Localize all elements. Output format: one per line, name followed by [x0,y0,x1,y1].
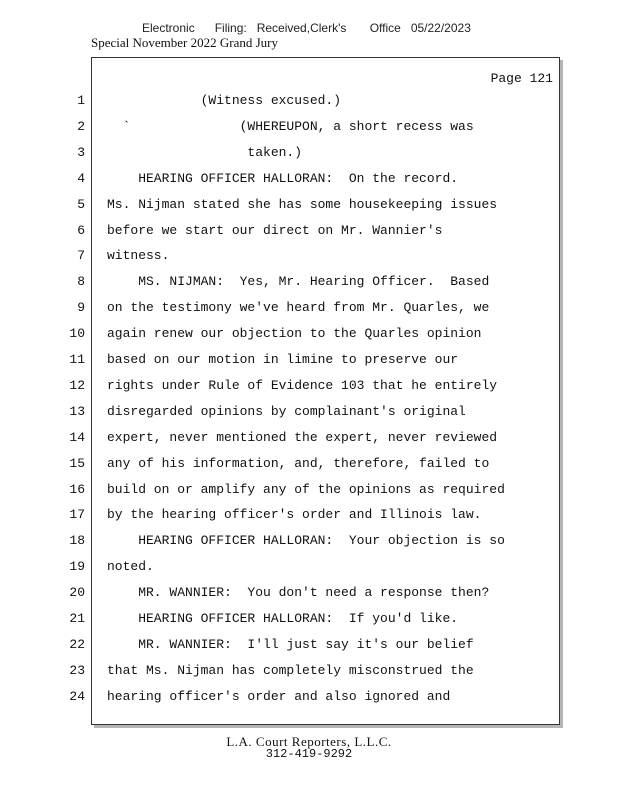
line-number: 7 [77,248,85,263]
line-number: 11 [69,352,85,367]
footer-company-name: L.A. Court Reporters, L.L.C. [226,734,392,749]
transcript-line: noted. [107,559,154,574]
line-number: 23 [69,663,85,678]
line-number: 22 [69,637,85,652]
transcript-line: MR. WANNIER: I'll just say it's our belief [107,637,474,652]
transcript-line: (Witness excused.) [107,93,342,108]
footer-phone-number: 312-419-9292 [265,747,353,761]
transcript-line: disregarded opinions by complainant's original [107,404,466,419]
line-number: 4 [77,171,85,186]
line-number: 13 [69,404,85,419]
transcript-line: that Ms. Nijman has completely misconstrued the [107,663,474,678]
line-number: 16 [69,482,85,497]
filing-stamp: Electronic Filing: Received,Clerk's Office 05/22/2023 [142,21,471,35]
transcript-line: again renew our objection to the Quarles opinion [107,326,482,341]
line-number: 2 [77,119,85,134]
line-number: 14 [69,430,85,445]
line-number: 10 [69,326,85,341]
transcript-line: Ms. Nijman stated she has some housekeeping issues [107,197,498,212]
transcript-line: ` (WHEREUPON, a short recess was [107,119,474,134]
line-number: 21 [69,611,85,626]
transcript-line: based on our motion in limine to preserve our [107,352,459,367]
transcript-line: build on or amplify any of the opinions as required [107,482,505,497]
transcript-line: witness. [107,248,170,263]
line-number: 6 [77,223,85,238]
transcript-line: HEARING OFFICER HALLORAN: If you'd like. [107,611,459,626]
line-number: 5 [77,197,85,212]
line-number: 15 [69,456,85,471]
transcript-line: MS. NIJMAN: Yes, Mr. Hearing Officer. Based [107,274,490,289]
transcript-line: before we start our direct on Mr. Wannier's [107,223,443,238]
transcript-line: by the hearing officer's order and Illinois law. [107,507,482,522]
transcript-line: any of his information, and, therefore, failed to [107,456,490,471]
transcript-line: on the testimony we've heard from Mr. Quarles, we [107,300,490,315]
line-number: 18 [69,533,85,548]
line-number: 8 [77,274,85,289]
line-number: 3 [77,145,85,160]
transcript-line: hearing officer's order and also ignored and [107,689,451,704]
line-number: 24 [69,689,85,704]
transcript-line: taken.) [107,145,303,160]
line-number: 19 [69,559,85,574]
line-number: 9 [77,300,85,315]
transcript-line: expert, never mentioned the expert, never reviewed [107,430,498,445]
line-number: 17 [69,507,85,522]
transcript-line: HEARING OFFICER HALLORAN: On the record. [107,171,459,186]
line-number: 12 [69,378,85,393]
transcript-line: HEARING OFFICER HALLORAN: Your objection is so [107,533,505,548]
document-header-title: Special November 2022 Grand Jury [91,35,279,50]
transcript-line: rights under Rule of Evidence 103 that he entirely [107,378,498,393]
page-number: Page 121 [490,71,553,86]
line-number: 1 [77,93,85,108]
transcript-line: MR. WANNIER: You don't need a response then? [107,585,490,600]
line-number: 20 [69,585,85,600]
